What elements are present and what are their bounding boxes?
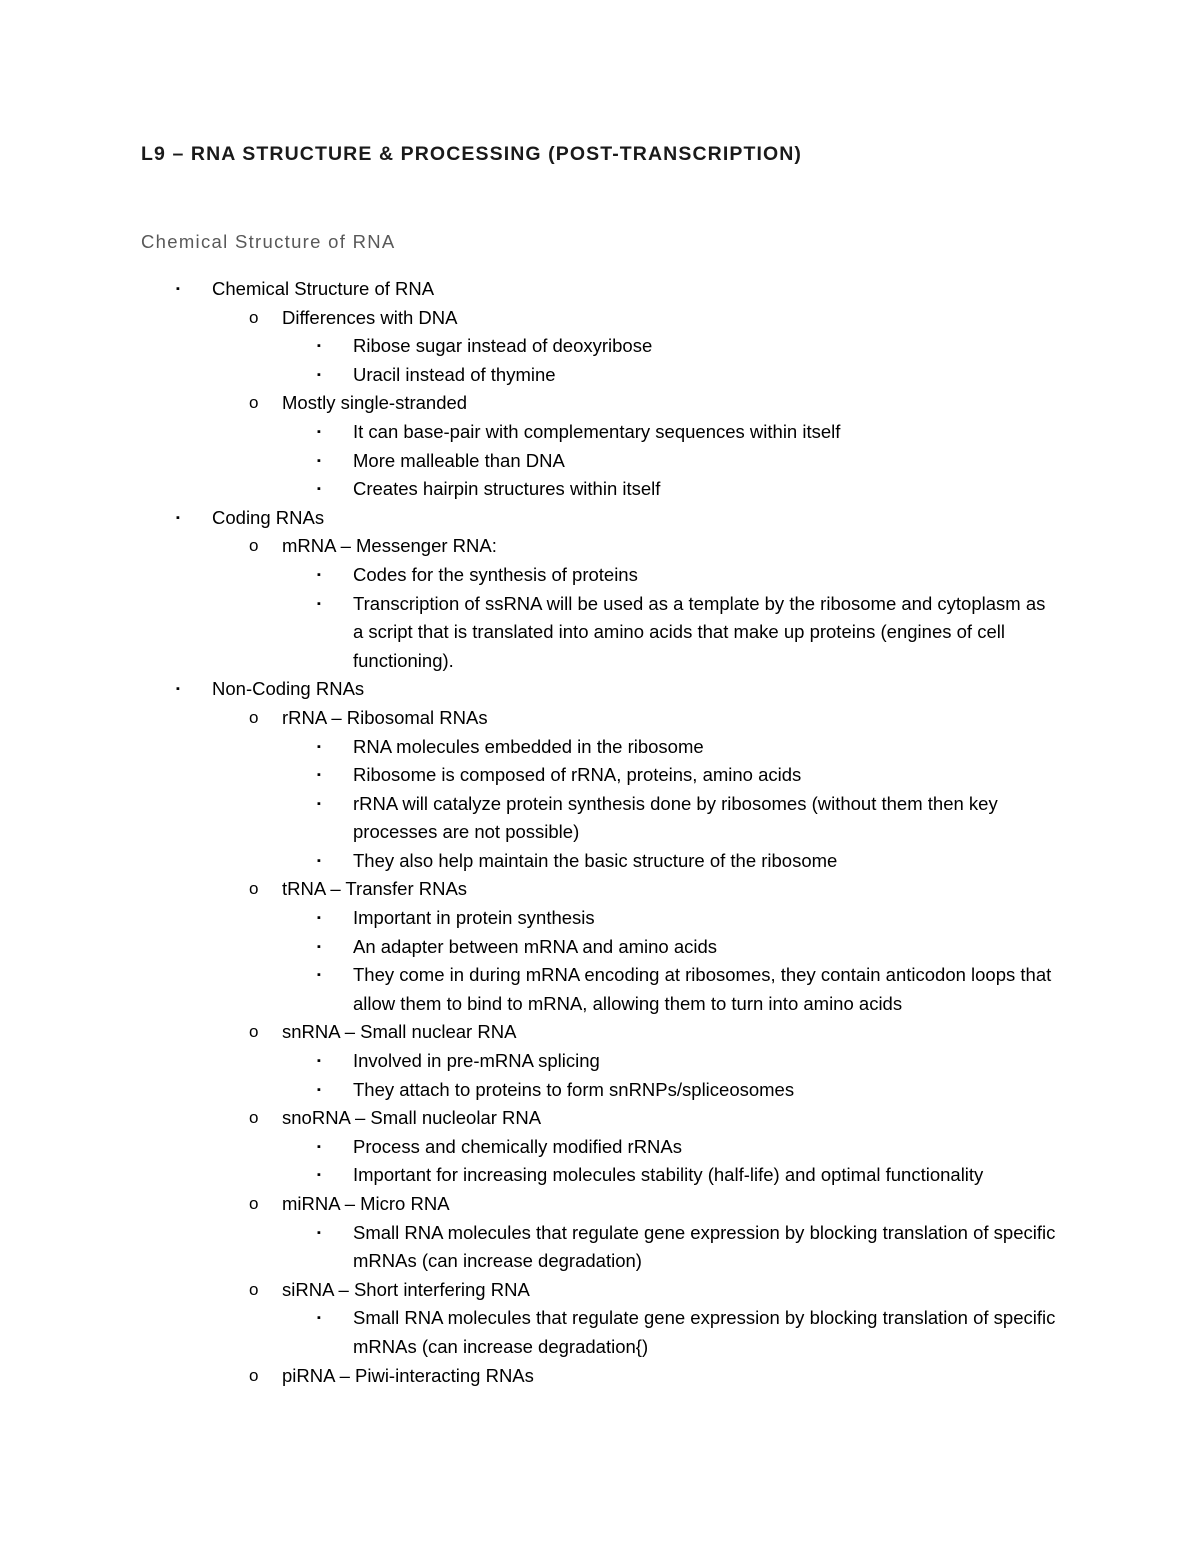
outline-item-level-3 (0, 1161, 1060, 1190)
section-heading: Chemical Structure of RNA (141, 231, 396, 252)
outline-item-text: Differences with DNA (282, 306, 458, 328)
outline-item-level-3 (0, 361, 1060, 390)
outline-item-text: Creates hairpin structures within itself (353, 478, 661, 500)
outline-item-level-3 (0, 961, 1060, 1018)
circle-bullet-icon: o (249, 1022, 259, 1042)
outline-item-text: Transcription of ssRNA will be used as a template by the ribosome and cytoplasm as a script that is translated into amino acids that make up proteins (engines of cell functioning). (353, 592, 1046, 671)
outline-item-level-3 (0, 847, 1060, 876)
outline-item-text: Small RNA molecules that regulate gene expression by blocking translation of specific mRNAs (can increase degradation{) (353, 1307, 1056, 1357)
circle-bullet-icon: o (249, 707, 259, 727)
outline-item-text: Ribose sugar instead of deoxyribose (353, 335, 653, 357)
square-bullet-icon: ▪ (317, 1083, 321, 1096)
square-bullet-icon: ▪ (317, 940, 321, 953)
outline-item-level-3 (0, 590, 1060, 676)
outline-item-level-2 (0, 1018, 1060, 1047)
square-bullet-icon: ▪ (176, 683, 180, 696)
outline-item-text: Uracil instead of thymine (353, 363, 556, 385)
square-bullet-icon: ▪ (317, 740, 321, 753)
outline-item-text: snoRNA – Small nucleolar RNA (282, 1107, 542, 1129)
outline-item-text: It can base-pair with complementary sequences within itself (353, 420, 841, 442)
outline-item-text: Important in protein synthesis (353, 907, 595, 929)
square-bullet-icon: ▪ (317, 454, 321, 467)
outline-list (0, 275, 1200, 1390)
outline-item-level-2 (0, 1276, 1060, 1305)
outline-item-text: Mostly single-stranded (282, 392, 468, 414)
square-bullet-icon: ▪ (317, 1312, 321, 1325)
outline-item-text: snRNA – Small nuclear RNA (282, 1021, 517, 1043)
outline-item-text: Process and chemically modified rRNAs (353, 1135, 683, 1157)
square-bullet-icon: ▪ (317, 1226, 321, 1239)
outline-item-level-2 (0, 1190, 1060, 1219)
outline-item-level-3 (0, 761, 1060, 790)
circle-bullet-icon: o (249, 1194, 259, 1213)
document-title: L9 – RNA STRUCTURE & PROCESSING (POST-TRANSCRIPTION) (141, 143, 803, 165)
outline-item-text: Involved in pre-mRNA splicing (353, 1050, 600, 1072)
outline-item-level-2 (0, 389, 1060, 418)
square-bullet-icon: ▪ (317, 1140, 321, 1153)
outline-item-text: Codes for the synthesis of proteins (353, 563, 638, 585)
square-bullet-icon: ▪ (317, 769, 321, 782)
outline-item-level-2 (0, 704, 1060, 733)
square-bullet-icon: ▪ (176, 511, 180, 524)
outline-item-text: rRNA – Ribosomal RNAs (282, 706, 488, 728)
outline-item-text: They attach to proteins to form snRNPs/spliceosomes (353, 1078, 795, 1100)
outline-item-level-3 (0, 1047, 1060, 1076)
square-bullet-icon: ▪ (317, 797, 321, 810)
outline-item-level-2 (0, 532, 1060, 561)
outline-item-level-3 (0, 904, 1060, 933)
outline-item-text: Non-Coding RNAs (212, 678, 365, 700)
circle-bullet-icon: o (249, 1108, 259, 1128)
outline-item-text: More malleable than DNA (353, 449, 565, 471)
circle-bullet-icon: o (249, 536, 259, 556)
outline-item-level-2 (0, 304, 1060, 333)
outline-item-text: mRNA – Messenger RNA: (282, 535, 497, 557)
square-bullet-icon: ▪ (317, 597, 321, 610)
square-bullet-icon: ▪ (317, 368, 321, 381)
square-bullet-icon: ▪ (317, 1169, 321, 1182)
outline-item-level-3 (0, 1133, 1060, 1162)
square-bullet-icon: ▪ (317, 340, 321, 353)
outline-item-text: Important for increasing molecules stability (half-life) and optimal functionality (353, 1164, 984, 1186)
outline-item-text: Coding RNAs (212, 506, 325, 528)
outline-item-level-3 (0, 733, 1060, 762)
circle-bullet-icon: o (249, 1365, 259, 1385)
outline-item-text: miRNA – Micro RNA (282, 1193, 450, 1214)
outline-item-text: RNA molecules embedded in the ribosome (353, 735, 704, 757)
outline-item-level-3 (0, 1076, 1060, 1105)
outline-item-level-3 (0, 332, 1060, 361)
square-bullet-icon: ▪ (317, 912, 321, 925)
outline-item-level-2 (0, 875, 1060, 904)
circle-bullet-icon: o (249, 393, 259, 413)
outline-item-level-3 (0, 475, 1060, 504)
outline-item-text: Chemical Structure of RNA (212, 278, 435, 299)
outline-item-level-3 (0, 933, 1060, 962)
outline-item-level-3 (0, 1219, 1060, 1276)
outline-item-level-2 (0, 1362, 1060, 1391)
circle-bullet-icon: o (249, 1279, 259, 1299)
square-bullet-icon: ▪ (176, 283, 180, 295)
outline-item-level-1 (0, 504, 1060, 533)
outline-item-level-3 (0, 561, 1060, 590)
circle-bullet-icon: o (249, 879, 259, 899)
outline-item-text: Small RNA molecules that regulate gene expression by blocking translation of specific mRNAs (can increase degradation) (353, 1221, 1056, 1272)
outline-item-level-1 (0, 675, 1060, 704)
outline-item-text: rRNA will catalyze protein synthesis done by ribosomes (without them then key processes are not possible) (353, 792, 998, 843)
square-bullet-icon: ▪ (317, 1055, 321, 1068)
outline-item-level-1 (0, 275, 1060, 304)
outline-item-text: They also help maintain the basic structure of the ribosome (353, 849, 838, 871)
outline-item-text: siRNA – Short interfering RNA (282, 1278, 530, 1300)
outline-item-level-3 (0, 447, 1060, 476)
outline-item-text: An adapter between mRNA and amino acids (353, 935, 718, 957)
square-bullet-icon: ▪ (317, 483, 321, 496)
square-bullet-icon: ▪ (317, 425, 321, 438)
outline-item-text: They come in during mRNA encoding at ribosomes, they contain anticodon loops that allow them to bind to mRNA, allowing them to turn into amino acids (353, 964, 1052, 1014)
outline-item-level-3 (0, 1304, 1060, 1361)
outline-item-level-2 (0, 1104, 1060, 1133)
outline-item-text: Ribosome is composed of rRNA, proteins, amino acids (353, 764, 802, 786)
square-bullet-icon: ▪ (317, 969, 321, 982)
outline-item-text: piRNA – Piwi-interacting RNAs (282, 1364, 534, 1386)
outline-item-text: tRNA – Transfer RNAs (282, 878, 468, 900)
square-bullet-icon: ▪ (317, 568, 321, 581)
square-bullet-icon: ▪ (317, 854, 321, 867)
circle-bullet-icon: o (249, 307, 259, 327)
outline-item-level-3 (0, 790, 1060, 847)
outline-item-level-3 (0, 418, 1060, 447)
